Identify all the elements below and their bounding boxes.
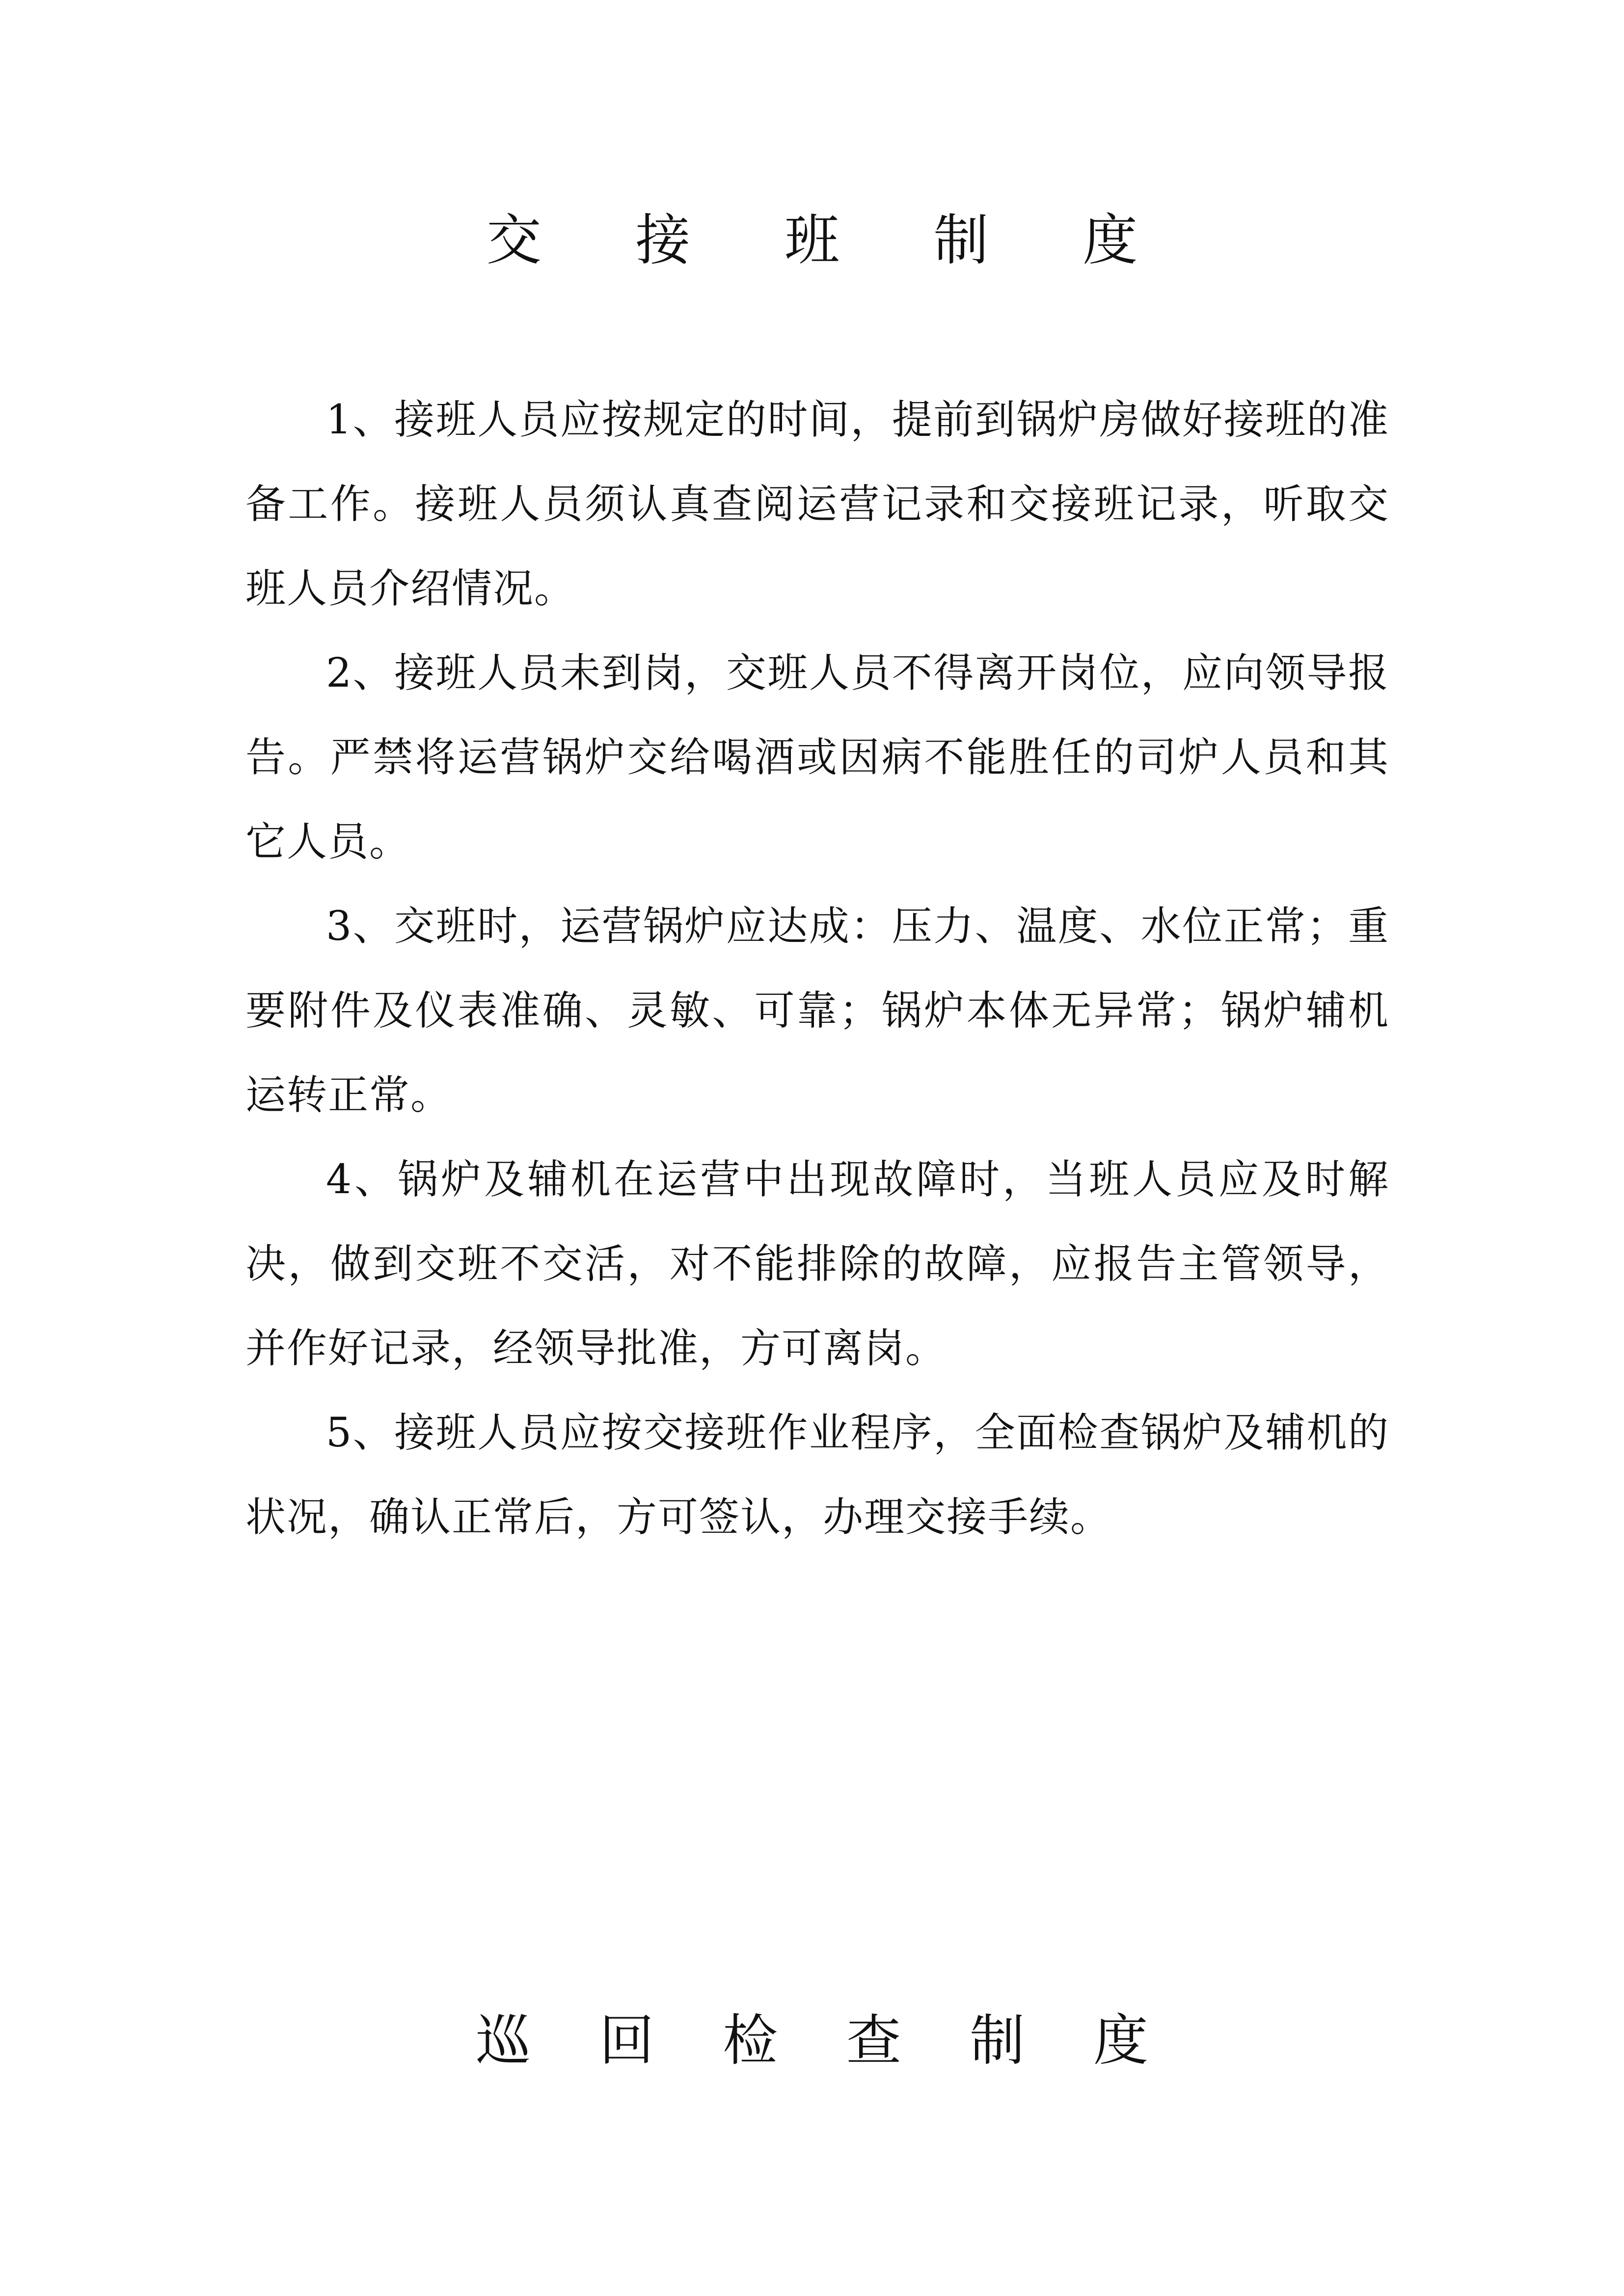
section-title-patrol-inspection: 巡 回 检 查 制 度 [475,2009,1174,2073]
section-body-shift-handover [245,378,1389,1560]
paragraph-rule-5: 5、接班人员应按交接班作业程序，全面检查锅炉及辅机的状况，确认正常后，方可签认，办理交接手续。 [245,1410,1389,1541]
paragraph-rule-2: 2、接班人员未到岗，交班人员不得离开岗位，应向领导报告。严禁将运营锅炉交给喝酒或因病不能胜任的司炉人员和其它人员。 [245,650,1389,865]
paragraph-rule-3: 3、交班时，运营锅炉应达成：压力、温度、水位正常；重要附件及仪表准确、灵敏、可靠；锅炉本体无异常；锅炉辅机运转正常。 [245,903,1389,1119]
paragraph-rule-1: 1、接班人员应按规定的时间，提前到锅炉房做好接班的准备工作。接班人员须认真查阅运营记录和交接班记录，听取交班人员介绍情况。 [245,397,1389,612]
paragraph-rule-4: 4、锅炉及辅机在运营中出现故障时，当班人员应及时解决，做到交班不交活，对不能排除的故障，应报告主管领导，并作好记录，经领导批准，方可离岗。 [245,1156,1389,1372]
section-title-shift-handover: 交 接 班 制 度 [486,209,1176,272]
